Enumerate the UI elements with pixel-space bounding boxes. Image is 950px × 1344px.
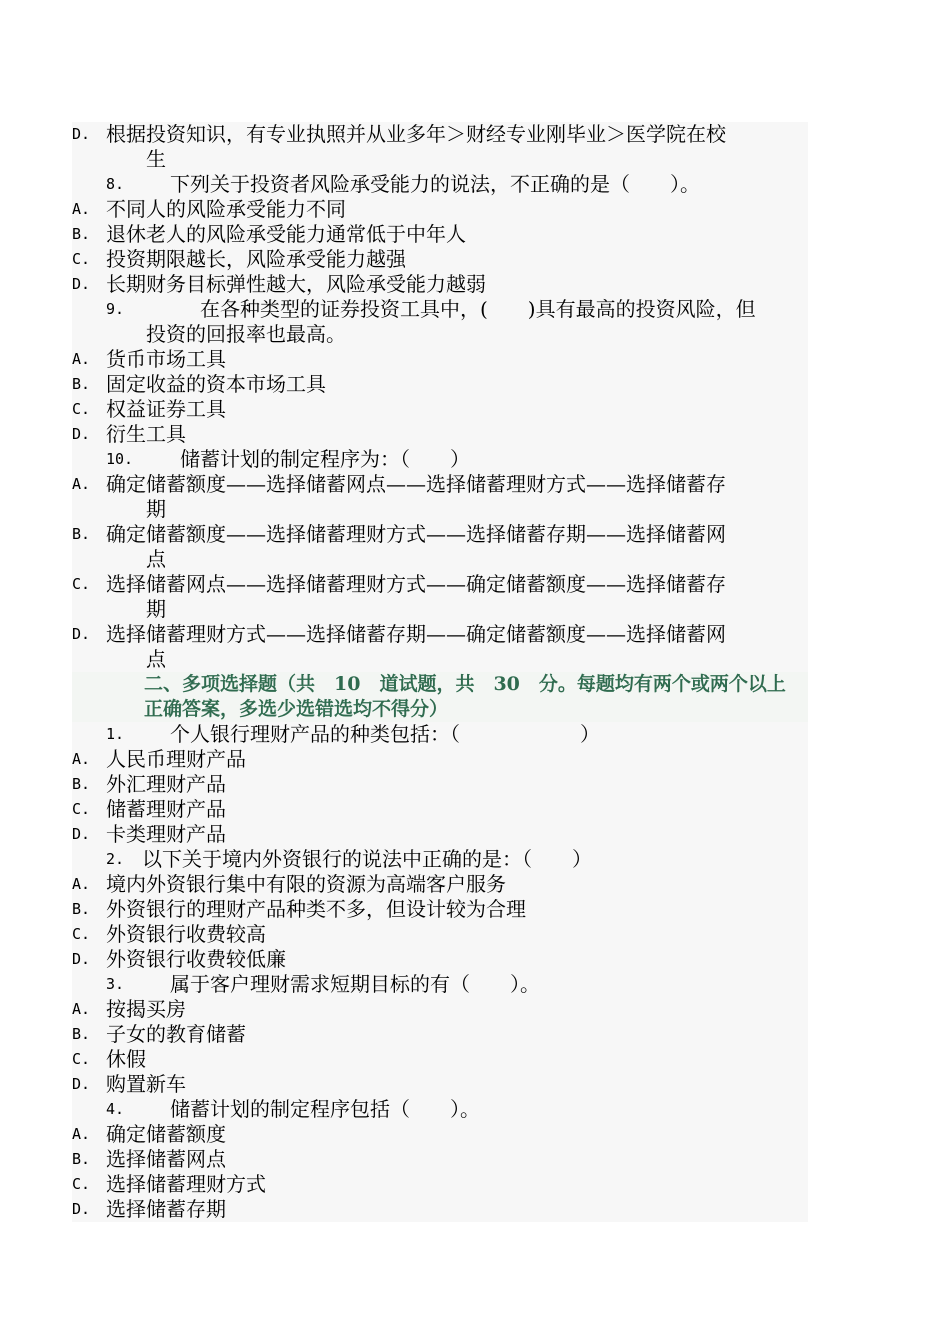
option-text: 卡类理财产品 [106, 822, 226, 846]
option-row [72, 372, 808, 397]
option-row [72, 572, 808, 622]
option-row [72, 422, 808, 447]
option-letter: A. [72, 750, 91, 768]
option-letter: B. [72, 775, 91, 793]
option-text: 衍生工具 [106, 422, 186, 446]
option-text [106, 572, 804, 622]
option-row [72, 822, 808, 847]
document-page [72, 122, 808, 1222]
option-row [72, 272, 808, 297]
option-text: 外资银行的理财产品种类不多，但设计较为合理 [106, 897, 526, 921]
option-text: 选择储蓄理财方式 [106, 1172, 266, 1196]
option-text: 外资银行收费较高 [106, 922, 266, 946]
option-row [72, 472, 808, 522]
option-text: 外资银行收费较低廉 [106, 947, 286, 971]
option-text: 子女的教育储蓄 [106, 1022, 246, 1046]
question-number: 8. [106, 175, 125, 193]
option-letter: D. [72, 1200, 91, 1218]
option-text-line1: 选择储蓄网点——选择储蓄理财方式——确定储蓄额度——选择储蓄存 [106, 572, 726, 596]
option-letter: A. [72, 200, 91, 218]
question-number: 10. [106, 450, 134, 468]
question-text-line2: 投资的回报率也最高。 [146, 322, 346, 346]
question-text: 储蓄计划的制定程序为：（ ） [180, 447, 470, 471]
option-row [72, 622, 808, 672]
option-text: 选择储蓄网点 [106, 1147, 226, 1171]
option-letter: A. [72, 350, 91, 368]
option-row [72, 897, 808, 922]
option-row [72, 522, 808, 572]
option-row [72, 197, 808, 222]
option-letter: C. [72, 1050, 91, 1068]
option-text [106, 472, 804, 522]
option-row [72, 222, 808, 247]
option-text: 货币市场工具 [106, 347, 226, 371]
option-letter: B. [72, 900, 91, 918]
option-text-line2: 生 [146, 147, 166, 171]
option-text-line2: 点 [146, 647, 166, 671]
question-row [72, 847, 808, 872]
option-letter: A. [72, 875, 91, 893]
option-row [72, 1197, 808, 1222]
option-text: 休假 [106, 1047, 146, 1071]
question-row [72, 722, 808, 747]
option-text: 权益证券工具 [106, 397, 226, 421]
option-row [72, 772, 808, 797]
option-letter: B. [72, 1025, 91, 1043]
option-text: 退休老人的风险承受能力通常低于中年人 [106, 222, 466, 246]
question-number: 2. [106, 850, 125, 868]
option-letter: B. [72, 225, 91, 243]
question-row [72, 297, 808, 347]
question-text [146, 297, 804, 347]
question-row [72, 972, 808, 997]
option-letter: B. [72, 525, 91, 543]
option-text: 境内外资银行集中有限的资源为高端客户服务 [106, 872, 506, 896]
option-text: 投资期限越长，风险承受能力越强 [106, 247, 406, 271]
option-letter: C. [72, 800, 91, 818]
option-row [72, 922, 808, 947]
option-letter: D. [72, 275, 91, 293]
option-letter: A. [72, 1000, 91, 1018]
question-text: 下列关于投资者风险承受能力的说法，不正确的是（ ）。 [170, 172, 700, 196]
option-text-line2: 期 [146, 597, 166, 621]
question-number: 1. [106, 725, 125, 743]
option-letter: C. [72, 250, 91, 268]
option-letter: B. [72, 375, 91, 393]
option-text: 购置新车 [106, 1072, 186, 1096]
option-row [72, 1022, 808, 1047]
question-number: 9. [106, 300, 125, 318]
option-row [72, 797, 808, 822]
option-row [72, 872, 808, 897]
option-letter: D. [72, 825, 91, 843]
option-text: 按揭买房 [106, 997, 186, 1021]
option-row [72, 1072, 808, 1097]
option-text [106, 122, 804, 172]
option-letter: C. [72, 400, 91, 418]
question-text-line1: 在各种类型的证券投资工具中，( )具有最高的投资风险，但 [200, 297, 756, 321]
question-row [72, 1097, 808, 1122]
option-text: 储蓄理财产品 [106, 797, 226, 821]
option-text: 选择储蓄存期 [106, 1197, 226, 1221]
option-letter: A. [72, 1125, 91, 1143]
option-letter: D. [72, 625, 91, 643]
option-text-line1: 根据投资知识，有专业执照并从业多年＞财经专业刚毕业＞医学院在校 [106, 122, 726, 146]
section-heading-line2: 正确答案，多选少选错选均不得分） [144, 698, 449, 720]
question-number: 3. [106, 975, 125, 993]
question-row [72, 172, 808, 197]
option-text [106, 622, 804, 672]
option-letter: C. [72, 925, 91, 943]
option-letter: D. [72, 950, 91, 968]
option-text: 确定储蓄额度 [106, 1122, 226, 1146]
option-letter: D. [72, 425, 91, 443]
option-row [72, 122, 808, 172]
option-text: 人民币理财产品 [106, 747, 246, 771]
option-text-line2: 点 [146, 547, 166, 571]
option-letter: C. [72, 1175, 91, 1193]
option-row [72, 397, 808, 422]
section-heading-line1: 二、多项选择题（共 10 道试题，共 30 分。每题均有两个或两个以上 [144, 673, 786, 695]
question-text: 属于客户理财需求短期目标的有（ ）。 [170, 972, 540, 996]
option-row [72, 1172, 808, 1197]
option-row [72, 997, 808, 1022]
option-letter: A. [72, 475, 91, 493]
option-letter: B. [72, 1150, 91, 1168]
section-heading-text [144, 672, 808, 722]
question-text: 以下关于境内外资银行的说法中正确的是：（ ） [142, 847, 592, 871]
option-row [72, 247, 808, 272]
option-row [72, 347, 808, 372]
option-row [72, 747, 808, 772]
option-text-line1: 选择储蓄理财方式——选择储蓄存期——确定储蓄额度——选择储蓄网 [106, 622, 726, 646]
option-text: 固定收益的资本市场工具 [106, 372, 326, 396]
option-row [72, 947, 808, 972]
option-letter: D. [72, 1075, 91, 1093]
option-row [72, 1122, 808, 1147]
question-number: 4. [106, 1100, 125, 1118]
option-text: 不同人的风险承受能力不同 [106, 197, 346, 221]
option-text-line1: 确定储蓄额度——选择储蓄理财方式——选择储蓄存期——选择储蓄网 [106, 522, 726, 546]
option-text [106, 522, 804, 572]
option-row [72, 1047, 808, 1072]
question-text: 个人银行理财产品的种类包括：（ ） [170, 722, 600, 746]
question-text: 储蓄计划的制定程序包括（ ）。 [170, 1097, 480, 1121]
option-letter: C. [72, 575, 91, 593]
option-text: 外汇理财产品 [106, 772, 226, 796]
option-text: 长期财务目标弹性越大，风险承受能力越弱 [106, 272, 486, 296]
option-letter: D. [72, 125, 91, 143]
option-text-line1: 确定储蓄额度——选择储蓄网点——选择储蓄理财方式——选择储蓄存 [106, 472, 726, 496]
section-heading [72, 672, 808, 722]
option-text-line2: 期 [146, 497, 166, 521]
question-row [72, 447, 808, 472]
option-row [72, 1147, 808, 1172]
